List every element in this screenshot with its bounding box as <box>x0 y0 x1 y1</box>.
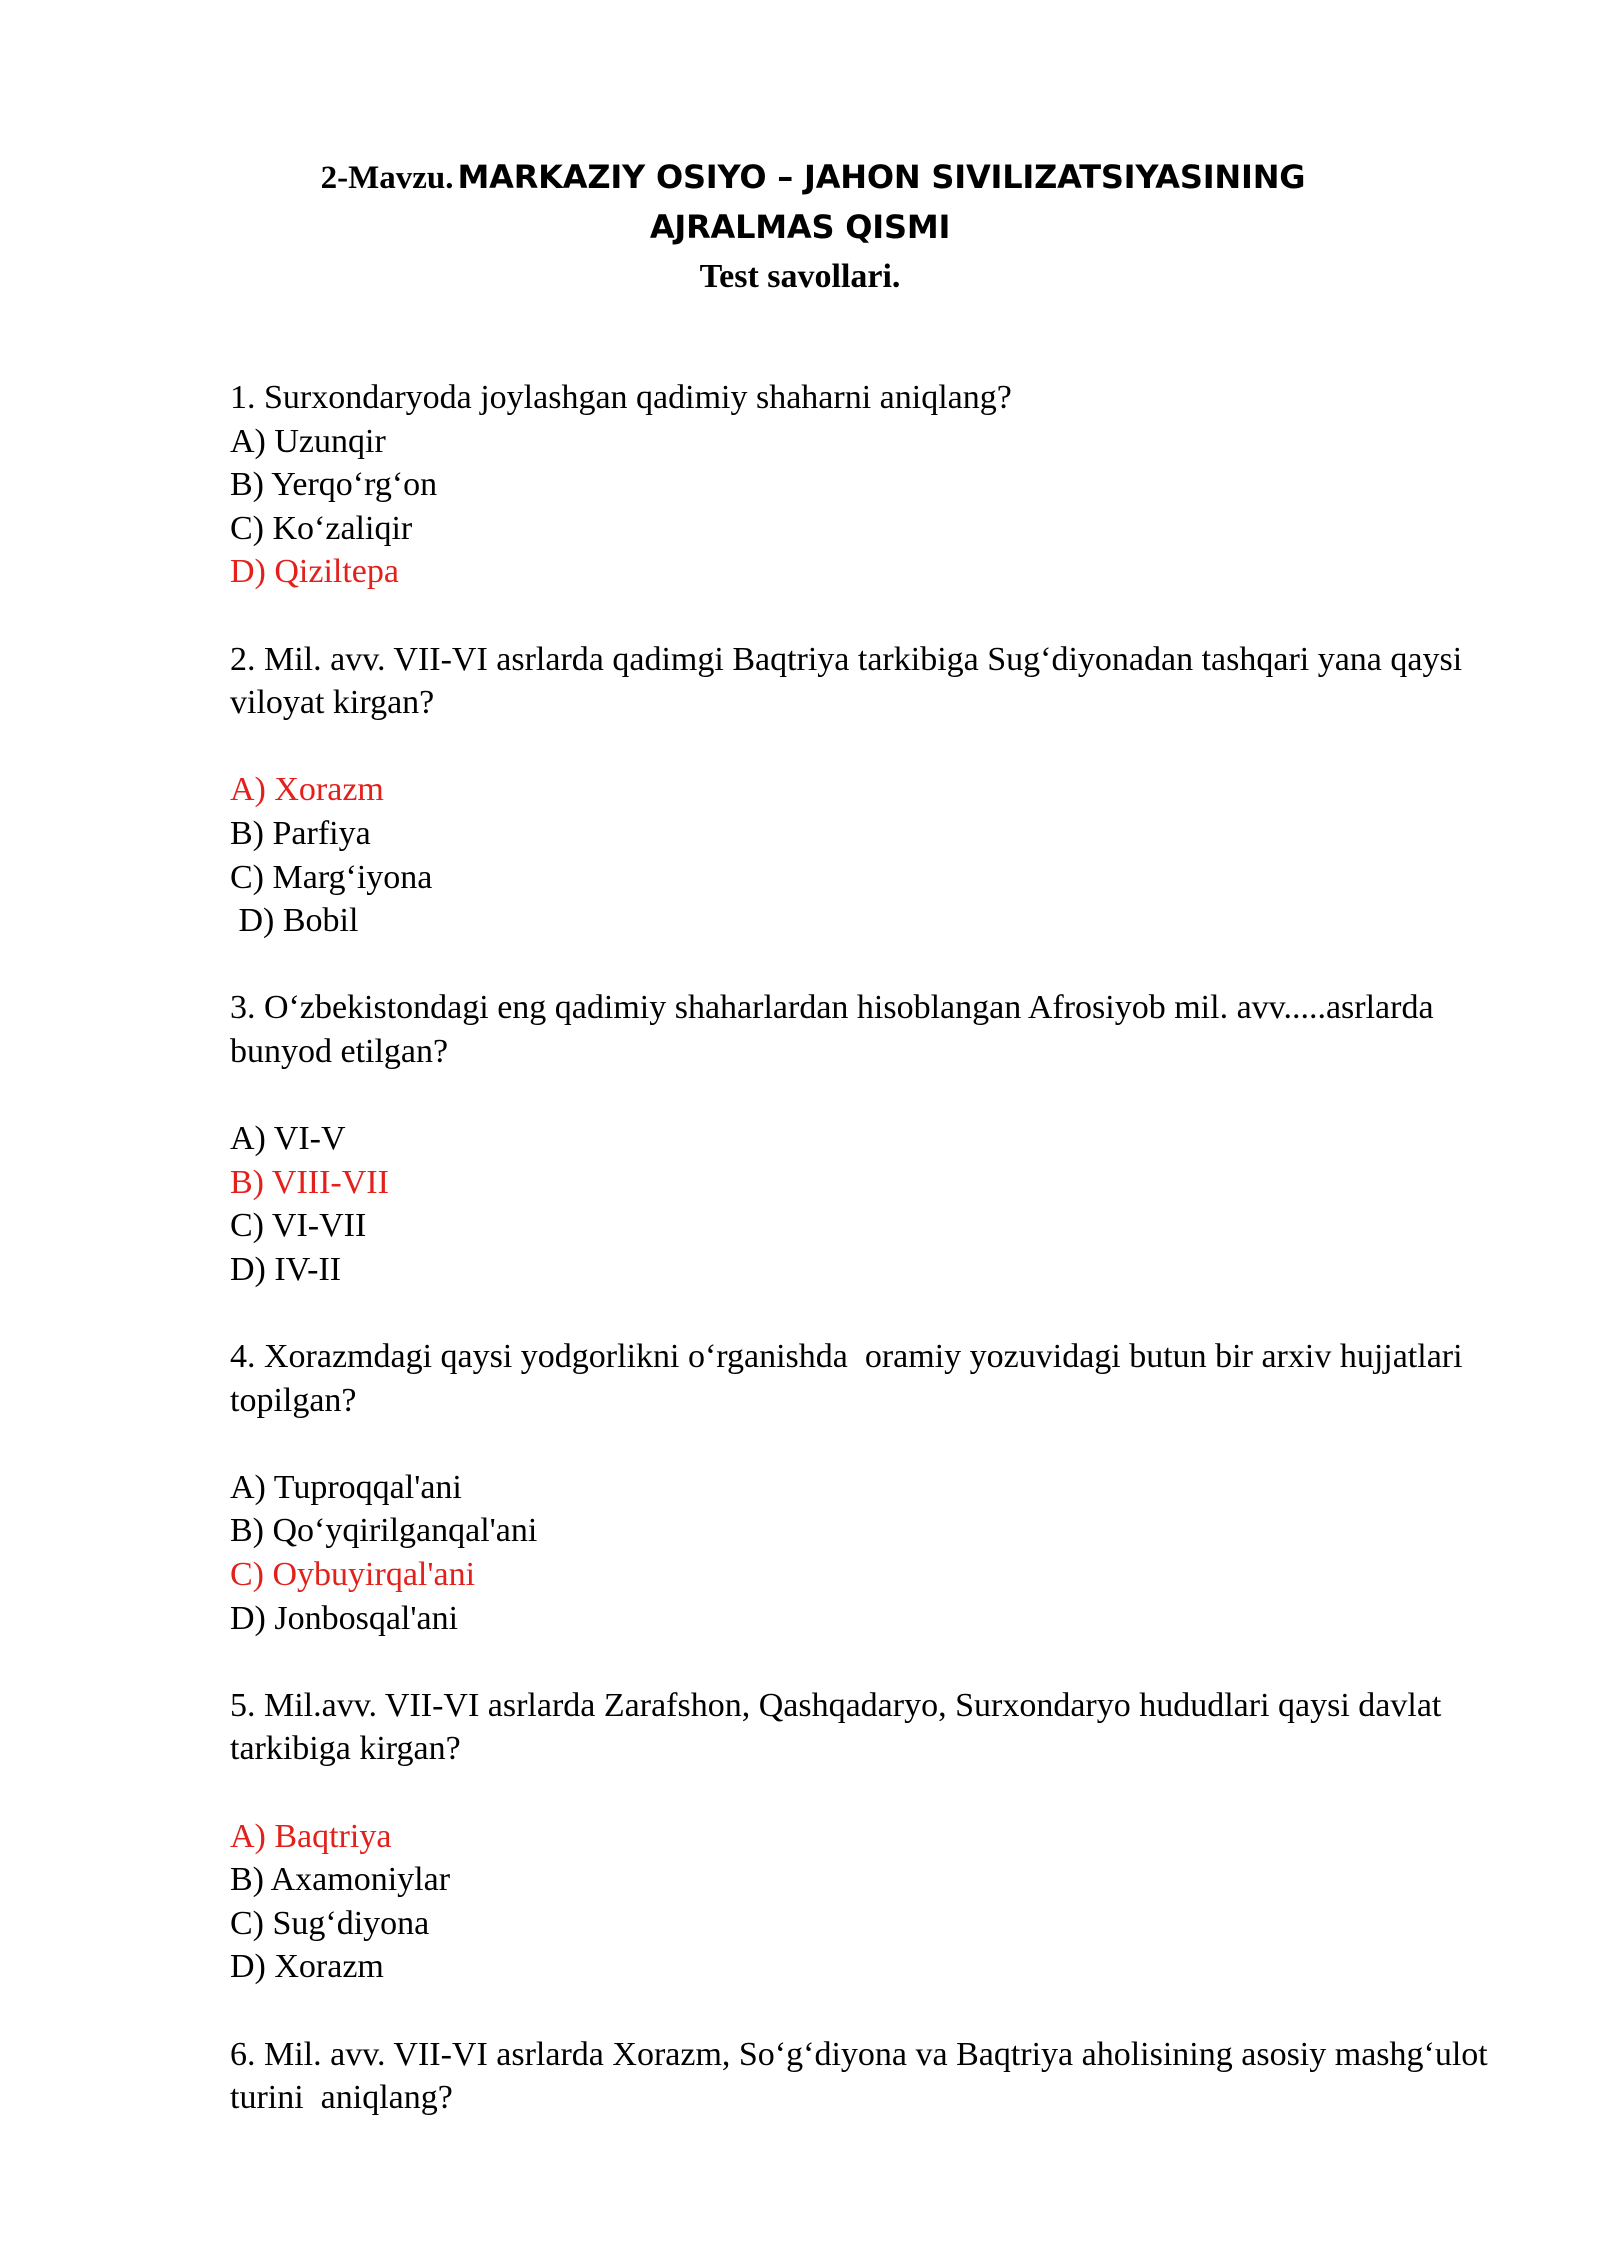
question-item <box>230 1684 1500 1989</box>
question-item <box>230 2033 1500 2120</box>
blank-line <box>230 1074 1500 1118</box>
answer-option: B) Axamoniylar <box>230 1861 451 1899</box>
answer-option-correct: A) Xorazm <box>230 771 384 809</box>
document-subtitle: Test savollari. <box>699 258 901 295</box>
answer-option: C) Sug‘diyona <box>230 1904 430 1942</box>
question-item <box>230 638 1500 943</box>
question-text: 2. Mil. avv. VII-VI asrlarda qadimgi Baqtriya tarkibiga Sug‘diyonadan tashqari yana qaysi viloyat kirgan? <box>230 640 1471 722</box>
title-line-1 <box>13 152 1600 202</box>
topic-prefix: 2-Mavzu. <box>320 160 454 196</box>
blank-line <box>230 1422 1500 1466</box>
answer-option: A) Tuproqqal'ani <box>230 1468 462 1506</box>
answer-option: D) IV-II <box>230 1250 342 1288</box>
answer-option: A) VI-V <box>230 1120 346 1158</box>
question-list <box>230 376 1500 2163</box>
question-item <box>230 376 1500 594</box>
answer-option: D) Xorazm <box>230 1948 384 1986</box>
answer-option: B) Yerqo‘rg‘on <box>230 466 438 504</box>
question-item <box>230 986 1500 1291</box>
answer-option-correct: B) VIII-VII <box>230 1163 389 1201</box>
question-text: 4. Xorazmdagi qaysi yodgorlikni o‘rganishda oramiy yozuvidagi butun bir arxiv hujjatlari topilgan? <box>230 1338 1472 1419</box>
document-header <box>0 152 1600 302</box>
blank-line <box>230 1771 1500 1815</box>
question-text: 1. Surxondaryoda joylashgan qadimiy shaharni aniqlang? <box>230 379 1012 416</box>
answer-option: C) Marg‘iyona <box>230 858 433 896</box>
answer-option: D) Bobil <box>230 902 359 940</box>
answer-option-correct: D) Qiziltepa <box>230 553 399 591</box>
answer-option: A) Uzunqir <box>230 422 386 460</box>
answer-option: B) Qo‘yqirilganqal'ani <box>230 1512 538 1550</box>
question-text: 5. Mil.avv. VII-VI asrlarda Zarafshon, Qashqadaryo, Surxondaryo hududlari qaysi davlat tarkibiga kirgan? <box>230 1686 1450 1768</box>
answer-option: C) Ko‘zaliqir <box>230 509 413 547</box>
answer-option: C) VI-VII <box>230 1207 367 1245</box>
topic-title-part-2: AJRALMAS QISMI <box>649 208 951 246</box>
blank-line <box>230 725 1500 769</box>
answer-option-correct: C) Oybuyirqal'ani <box>230 1556 476 1594</box>
question-item <box>230 1335 1500 1640</box>
answer-option: B) Parfiya <box>230 814 371 852</box>
question-text: 3. O‘zbekistondagi eng qadimiy shaharlardan hisoblangan Afrosiyob mil. avv.....asrlarda bunyod etilgan? <box>230 989 1443 1070</box>
answer-option: D) Jonbosqal'ani <box>230 1599 459 1637</box>
question-text: 6. Mil. avv. VII-VI asrlarda Xorazm, So‘g‘diyona va Baqtriya aholisining asosiy mashg‘ulot turini aniqlang? <box>230 2035 1497 2117</box>
answer-option-correct: A) Baqtriya <box>230 1817 392 1855</box>
topic-title-part-1: MARKAZIY OSIYO – JAHON SIVILIZATSIYASINING <box>457 158 1306 196</box>
